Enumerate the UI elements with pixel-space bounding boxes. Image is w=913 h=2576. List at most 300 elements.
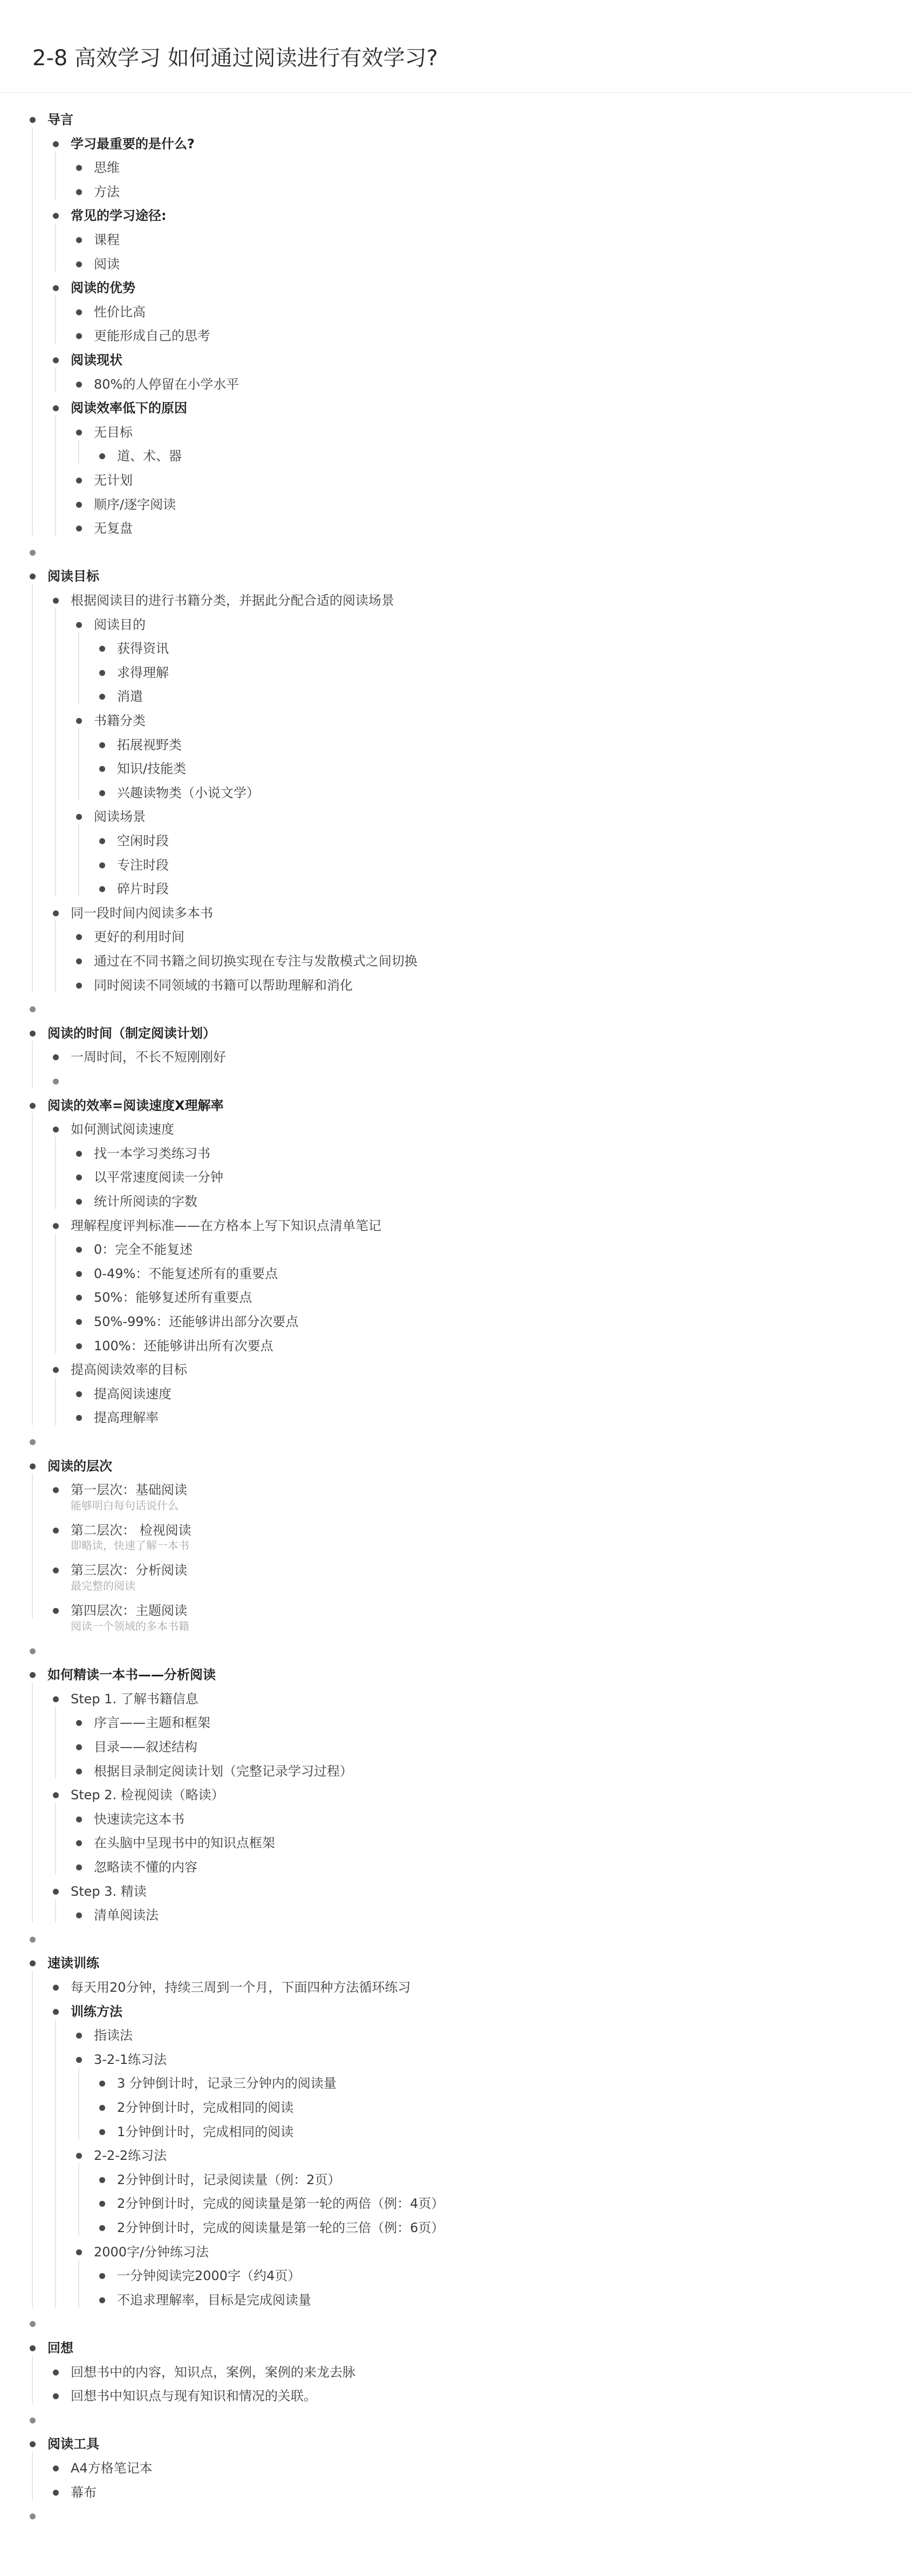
bullet-icon[interactable] — [53, 1487, 59, 1493]
bullet-icon[interactable] — [30, 117, 36, 123]
outline-item[interactable] — [0, 228, 913, 252]
outline-item-text[interactable]: 阅读目的 — [94, 617, 146, 632]
bullet-icon[interactable] — [76, 1744, 82, 1750]
indent-guide — [32, 1041, 33, 1089]
bullet-icon[interactable] — [53, 1567, 59, 1573]
outline-item-text[interactable]: 理解程度评判标准——在方格本上写下知识点清单笔记 — [71, 1218, 381, 1233]
bullet-icon[interactable] — [76, 1343, 82, 1349]
outline-item[interactable] — [0, 444, 913, 468]
outline-item-text[interactable]: 统计所阅读的字数 — [94, 1194, 197, 1209]
outline-item[interactable] — [0, 901, 913, 925]
bullet-icon[interactable] — [30, 2345, 36, 2351]
outline-item-text[interactable]: 空闲时段 — [117, 833, 169, 848]
outline-item[interactable] — [0, 396, 913, 420]
bullet-icon[interactable] — [99, 2177, 105, 2183]
outline-item[interactable] — [0, 1951, 913, 1975]
indent-guide — [78, 824, 79, 896]
bullet-icon[interactable] — [53, 1079, 59, 1085]
bullet-icon[interactable] — [76, 2249, 82, 2255]
outline-item-text[interactable]: 1分钟倒计时，完成相同的阅读 — [117, 2124, 294, 2139]
outline-item[interactable] — [0, 2360, 913, 2384]
bullet-icon[interactable] — [30, 1103, 36, 1109]
bullet-icon[interactable] — [99, 646, 105, 652]
outline-item-text[interactable]: 0-49%：不能复述所有的重要点 — [94, 1266, 278, 1281]
outline-item-text[interactable]: 阅读的时间（制定阅读计划） — [47, 1025, 216, 1041]
outline-item[interactable] — [0, 877, 913, 901]
bullet-icon[interactable] — [53, 1608, 59, 1614]
outline-item-text[interactable]: 第四层次：主题阅读 — [71, 1603, 187, 1618]
outline-item[interactable] — [0, 493, 913, 516]
outline-item[interactable] — [0, 997, 913, 1021]
outline-item-text[interactable]: 快速读完这本书 — [94, 1811, 184, 1827]
outline-item[interactable] — [0, 2456, 913, 2480]
outline-item[interactable] — [0, 2384, 913, 2408]
bullet-icon[interactable] — [30, 2321, 36, 2327]
bullet-icon[interactable] — [76, 814, 82, 820]
outline-item-text[interactable]: 一分钟阅读完2000字（约4页） — [117, 2268, 301, 2284]
outline-item[interactable] — [0, 1069, 913, 1093]
outline-item[interactable] — [0, 1855, 913, 1879]
outline-item[interactable] — [0, 949, 913, 973]
bullet-icon[interactable] — [30, 1006, 36, 1012]
outline-item[interactable] — [0, 324, 913, 348]
bullet-icon[interactable] — [99, 886, 105, 892]
outline-item[interactable] — [0, 661, 913, 685]
outline-item[interactable] — [0, 1783, 913, 1807]
outline-item-text[interactable]: 阅读工具 — [47, 2436, 99, 2452]
outline-item[interactable] — [0, 1663, 913, 1687]
outline-item[interactable] — [0, 2168, 913, 2192]
indent-guide — [55, 223, 56, 271]
outline-item[interactable] — [0, 1430, 913, 1454]
bullet-icon[interactable] — [53, 1985, 59, 1991]
indent-guide — [32, 1682, 33, 1923]
bullet-icon[interactable] — [76, 1271, 82, 1277]
bullet-icon[interactable] — [76, 165, 82, 171]
outline-item[interactable] — [0, 1558, 913, 1582]
outline-item[interactable] — [0, 1903, 913, 1927]
bullet-icon[interactable] — [30, 1960, 36, 1966]
bullet-icon[interactable] — [53, 2370, 59, 2375]
outline-item-text[interactable]: 知识/技能类 — [117, 761, 187, 777]
outline-item-text[interactable]: 消遣 — [117, 689, 143, 705]
outline-item[interactable] — [0, 276, 913, 300]
bullet-icon[interactable] — [30, 2513, 36, 2519]
bullet-icon[interactable] — [76, 1391, 82, 1397]
bullet-icon[interactable] — [53, 1696, 59, 1702]
indent-guide — [55, 1707, 56, 1779]
bullet-icon[interactable] — [76, 718, 82, 724]
outline-item[interactable] — [0, 468, 913, 492]
outline-item-text[interactable]: 拓展视野类 — [117, 737, 182, 752]
bullet-icon[interactable] — [53, 357, 59, 363]
indent-guide — [32, 2451, 33, 2499]
outline-item[interactable] — [0, 541, 913, 564]
outline-item-text[interactable]: 速读训练 — [47, 1956, 99, 1971]
outline-item-text[interactable]: 100%：还能够讲出所有次要点 — [94, 1338, 273, 1353]
outline-item-text[interactable]: 提高阅读速度 — [94, 1386, 171, 1401]
outline-item[interactable] — [0, 757, 913, 781]
bullet-icon[interactable] — [99, 742, 105, 748]
outline-item-text[interactable]: 无目标 — [94, 424, 133, 440]
outline-item-text[interactable]: 2分钟倒计时，完成相同的阅读 — [117, 2100, 294, 2115]
outline-item[interactable] — [0, 420, 913, 444]
outline-item[interactable] — [0, 1454, 913, 1478]
outline-item[interactable] — [0, 2023, 913, 2047]
bullet-icon[interactable] — [76, 2153, 82, 2159]
outline-item-text[interactable]: 兴趣读物类（小说文学） — [117, 785, 259, 800]
bullet-icon[interactable] — [30, 1937, 36, 1943]
outline-item-text[interactable]: 第三层次：分析阅读 — [71, 1563, 187, 1578]
outline-item-text[interactable]: 根据目录制定阅读计划（完整记录学习过程） — [94, 1763, 353, 1779]
bullet-icon[interactable] — [53, 910, 59, 916]
outline-item[interactable] — [0, 1262, 913, 1286]
outline-item-text[interactable]: 阅读现状 — [71, 353, 122, 368]
outline-item-text[interactable]: 0：完全不能复述 — [94, 1242, 193, 1258]
bullet-icon[interactable] — [53, 598, 59, 604]
outline-item-text[interactable]: Step 2. 检视阅读（略读） — [71, 1787, 224, 1803]
outline-item[interactable] — [0, 2432, 913, 2456]
outline-item-text[interactable]: 阅读场景 — [94, 809, 146, 825]
outline-item[interactable] — [0, 2504, 913, 2528]
outline-item[interactable] — [0, 829, 913, 853]
bullet-icon[interactable] — [76, 1864, 82, 1870]
outline-item[interactable] — [0, 1310, 913, 1334]
outline-item[interactable] — [0, 925, 913, 949]
bullet-icon[interactable] — [53, 1127, 59, 1132]
bullet-icon[interactable] — [76, 333, 82, 339]
bullet-icon[interactable] — [53, 141, 59, 147]
bullet-icon[interactable] — [30, 1648, 36, 1654]
outline-item-text[interactable]: 目录——叙述结构 — [94, 1739, 197, 1755]
indent-guide — [32, 584, 33, 992]
bullet-icon[interactable] — [76, 1175, 82, 1180]
outline-item-text[interactable]: 常见的学习途径: — [71, 208, 167, 224]
outline-item-text[interactable]: 指读法 — [94, 2028, 133, 2043]
indent-guide — [78, 440, 79, 464]
outline-item-text[interactable]: 道、术、器 — [117, 448, 182, 464]
outline-item[interactable] — [0, 2288, 913, 2312]
bullet-icon[interactable] — [30, 574, 36, 579]
outline-item-text[interactable]: 书籍分类 — [94, 713, 146, 728]
bullet-icon[interactable] — [76, 1151, 82, 1157]
outline-item-note: 阅读一个领域的多本书籍 — [71, 1619, 189, 1633]
bullet-icon[interactable] — [99, 2297, 105, 2303]
indent-guide — [55, 1377, 56, 1425]
outline-item-text[interactable]: 80%的人停留在小学水平 — [94, 376, 239, 392]
bullet-icon[interactable] — [53, 2009, 59, 2015]
outline-item[interactable] — [0, 1831, 913, 1855]
outline-item[interactable] — [0, 589, 913, 612]
outline-item-text[interactable]: 如何测试阅读速度 — [71, 1122, 174, 1137]
outline-item[interactable] — [0, 252, 913, 276]
outline-item[interactable] — [0, 2000, 913, 2023]
bullet-icon[interactable] — [99, 2225, 105, 2231]
bullet-icon[interactable] — [76, 526, 82, 531]
outline-item-text[interactable]: 在头脑中呈现书中的知识点框架 — [94, 1835, 275, 1851]
bullet-icon[interactable] — [76, 958, 82, 964]
bullet-icon[interactable] — [76, 1415, 82, 1421]
indent-guide — [55, 921, 56, 993]
outline-item-text[interactable]: Step 1. 了解书籍信息 — [71, 1691, 198, 1707]
outline-item[interactable] — [0, 1214, 913, 1238]
outline-item[interactable] — [0, 805, 913, 828]
outline-item-text[interactable]: 更能形成自己的思考 — [94, 328, 210, 344]
outline-item-text[interactable]: 更好的利用时间 — [94, 929, 184, 945]
bullet-icon[interactable] — [99, 670, 105, 676]
bullet-icon[interactable] — [30, 550, 36, 556]
outline-item[interactable] — [0, 1687, 913, 1711]
bullet-icon[interactable] — [76, 382, 82, 388]
outline-item[interactable] — [0, 2048, 913, 2071]
bullet-icon[interactable] — [30, 1031, 36, 1037]
outline-item-text[interactable]: 2分钟倒计时，记录阅读量（例：2页） — [117, 2172, 341, 2187]
bullet-icon[interactable] — [30, 1672, 36, 1678]
bullet-icon[interactable] — [53, 2393, 59, 2399]
outline-item[interactable] — [0, 1406, 913, 1429]
outline-item[interactable] — [0, 2216, 913, 2240]
indent-guide — [78, 728, 79, 800]
indent-guide — [32, 1113, 33, 1426]
outline-item[interactable] — [0, 973, 913, 997]
outline-item-text[interactable]: 幕布 — [71, 2484, 97, 2500]
outline-item[interactable] — [0, 108, 913, 132]
outline-item-text[interactable]: 找一本学习类练习书 — [94, 1145, 210, 1161]
outline-item[interactable] — [0, 781, 913, 805]
outline-item-text[interactable]: 顺序/逐字阅读 — [94, 496, 176, 512]
bullet-icon[interactable] — [99, 2273, 105, 2279]
bullet-icon[interactable] — [99, 838, 105, 844]
outline-item[interactable] — [0, 2240, 913, 2264]
outline-item[interactable] — [0, 2408, 913, 2432]
outline-item-text[interactable]: 忽略读不懂的内容 — [94, 1860, 197, 1875]
bullet-icon[interactable] — [76, 1817, 82, 1822]
bullet-icon[interactable] — [76, 1319, 82, 1325]
outline-item-text[interactable]: 性价比高 — [94, 304, 146, 320]
bullet-icon[interactable] — [53, 285, 59, 291]
bullet-icon[interactable] — [53, 405, 59, 411]
outline-item-text[interactable]: 通过在不同书籍之间切换实现在专注与发散模式之间切换 — [94, 954, 417, 969]
bullet-icon[interactable] — [99, 453, 105, 459]
bullet-icon[interactable] — [53, 1054, 59, 1060]
outline-item-text[interactable]: 每天用20分钟，持续三周到一个月，下面四种方法循环练习 — [71, 1980, 411, 1995]
outline-item-text[interactable]: 第一层次：基础阅读 — [71, 1482, 187, 1498]
bullet-icon[interactable] — [76, 1295, 82, 1301]
outline-item[interactable] — [0, 2336, 913, 2360]
bullet-icon[interactable] — [53, 1367, 59, 1373]
bullet-icon[interactable] — [76, 2033, 82, 2039]
bullet-icon[interactable] — [99, 2201, 105, 2207]
outline-item[interactable] — [0, 1045, 913, 1069]
bullet-icon[interactable] — [76, 1247, 82, 1253]
outline-item-text[interactable]: 碎片时段 — [117, 881, 169, 897]
outline-item-text[interactable]: 阅读的效率=阅读速度X理解率 — [47, 1097, 224, 1113]
bullet-icon[interactable] — [53, 1528, 59, 1534]
bullet-icon[interactable] — [99, 2081, 105, 2087]
outline-item[interactable] — [0, 1117, 913, 1141]
outline-item[interactable] — [0, 613, 913, 637]
outline-item[interactable] — [0, 2096, 913, 2119]
bullet-icon[interactable] — [53, 2465, 59, 2471]
outline-item[interactable] — [0, 637, 913, 660]
bullet-icon[interactable] — [76, 189, 82, 195]
bullet-icon[interactable] — [76, 1912, 82, 1918]
outline-item-text[interactable]: 方法 — [94, 184, 120, 199]
outline-item[interactable] — [0, 1165, 913, 1189]
bullet-icon[interactable] — [30, 1463, 36, 1469]
outline-item-text[interactable]: 如何精读一本书——分析阅读 — [47, 1667, 216, 1683]
outline-item[interactable] — [0, 2312, 913, 2336]
outline-item[interactable] — [0, 300, 913, 324]
outline-item[interactable] — [0, 372, 913, 396]
outline-item-text[interactable]: 课程 — [94, 232, 120, 247]
outline-item-text[interactable]: 专注时段 — [117, 857, 169, 873]
outline-item-text[interactable]: 以平常速度阅读一分钟 — [94, 1170, 223, 1185]
outline-item[interactable] — [0, 1334, 913, 1358]
bullet-icon[interactable] — [76, 1720, 82, 1726]
indent-guide — [55, 1233, 56, 1353]
outline-item-text[interactable]: 训练方法 — [71, 2004, 122, 2019]
outline-item-text[interactable]: 提高理解率 — [94, 1410, 159, 1426]
outline-item[interactable] — [0, 516, 913, 540]
bullet-icon[interactable] — [76, 1769, 82, 1774]
bullet-icon[interactable] — [76, 934, 82, 940]
outline-item[interactable] — [0, 2264, 913, 2288]
bullet-icon[interactable] — [76, 502, 82, 508]
bullet-icon[interactable] — [53, 1889, 59, 1895]
outline-item[interactable] — [0, 1358, 913, 1382]
outline-item[interactable] — [0, 733, 913, 757]
outline-item-text[interactable]: 清单阅读法 — [94, 1908, 159, 1923]
bullet-icon[interactable] — [53, 1223, 59, 1229]
outline-item[interactable] — [0, 2071, 913, 2095]
outline-item-text[interactable]: 2分钟倒计时，完成的阅读量是第一轮的三倍（例：6页） — [117, 2220, 444, 2235]
outline-item[interactable] — [0, 2120, 913, 2144]
outline-item-text[interactable]: 2分钟倒计时，完成的阅读量是第一轮的两倍（例：4页） — [117, 2196, 444, 2212]
indent-guide — [55, 608, 56, 896]
bullet-icon[interactable] — [99, 2105, 105, 2111]
bullet-icon[interactable] — [76, 622, 82, 628]
bullet-icon[interactable] — [76, 2057, 82, 2063]
outline-item[interactable] — [0, 1382, 913, 1406]
outline-item-text[interactable]: 50%-99%：还能够讲出部分次要点 — [94, 1314, 299, 1329]
outline-item-text[interactable]: 第二层次： 检视阅读 — [71, 1522, 191, 1538]
outline-item[interactable] — [0, 1094, 913, 1117]
outline-item[interactable] — [0, 1286, 913, 1309]
outline-item-text[interactable]: 阅读 — [94, 256, 120, 272]
outline-item-text[interactable]: 获得资讯 — [117, 641, 169, 657]
outline-item-text[interactable]: 学习最重要的是什么? — [71, 136, 195, 151]
outline-item-text[interactable]: 回想 — [47, 2340, 73, 2356]
outline-item-text[interactable]: 3 分钟倒计时，记录三分钟内的阅读量 — [117, 2076, 337, 2091]
outline-item-text[interactable]: 阅读目标 — [47, 569, 99, 584]
outline-item[interactable] — [0, 1976, 913, 1999]
outline-item[interactable] — [0, 685, 913, 708]
indent-guide — [78, 2260, 79, 2308]
outline-item-text[interactable]: 50%：能够复述所有重要点 — [94, 1290, 252, 1306]
outline-item-text[interactable]: 阅读的层次 — [47, 1458, 112, 1474]
outline-item[interactable] — [0, 156, 913, 179]
outline-item[interactable] — [0, 1928, 913, 1951]
outline-item-text[interactable]: 不追求理解率，目标是完成阅读量 — [117, 2292, 311, 2308]
bullet-icon[interactable] — [76, 309, 82, 315]
bullet-icon[interactable] — [76, 237, 82, 243]
outline-item[interactable] — [0, 2481, 913, 2504]
outline-item-text[interactable]: 2000字/分钟练习法 — [94, 2244, 209, 2260]
outline-item[interactable] — [0, 204, 913, 227]
bullet-icon[interactable] — [76, 1199, 82, 1205]
outline-item-text[interactable]: 同时阅读不同领域的书籍可以帮助理解和消化 — [94, 977, 353, 993]
bullet-icon[interactable] — [53, 1792, 59, 1798]
bullet-icon[interactable] — [53, 213, 59, 219]
outline-item-text[interactable]: 阅读的优势 — [71, 280, 135, 296]
outline-item-text[interactable]: 无复盘 — [94, 521, 133, 536]
outline-item-text[interactable]: 回想书中知识点与现有知识和情况的关联。 — [71, 2388, 317, 2404]
outline-item[interactable] — [0, 132, 913, 156]
outline-item-text[interactable]: 3-2-1练习法 — [94, 2052, 167, 2067]
bullet-icon[interactable] — [99, 862, 105, 868]
outline-item-text[interactable]: 根据阅读目的进行书籍分类，并据此分配合适的阅读场景 — [71, 593, 394, 608]
outline-item[interactable] — [0, 1807, 913, 1831]
bullet-icon[interactable] — [76, 1840, 82, 1846]
bullet-icon[interactable] — [76, 261, 82, 267]
outline-item[interactable] — [0, 2144, 913, 2167]
bullet-icon[interactable] — [30, 1439, 36, 1445]
outline-item-text[interactable]: A4方格笔记本 — [71, 2461, 153, 2476]
indent-guide — [78, 632, 79, 705]
outline-item-note: 即略读，快速了解一本书 — [71, 1539, 189, 1552]
outline-item[interactable] — [0, 1880, 913, 1903]
outline-item-text[interactable]: 求得理解 — [117, 665, 169, 680]
outline-item[interactable] — [0, 180, 913, 204]
outline-item-text[interactable]: Step 3. 精读 — [71, 1883, 147, 1899]
outline-item-text[interactable]: 回想书中的内容，知识点，案例，案例的来龙去脉 — [71, 2364, 355, 2380]
outline-item[interactable] — [0, 853, 913, 877]
outline-item-text[interactable]: 导言 — [47, 112, 73, 127]
bullet-icon[interactable] — [53, 2490, 59, 2496]
outline-item[interactable] — [0, 1190, 913, 1213]
bullet-icon[interactable] — [99, 790, 105, 796]
outline-item-text[interactable]: 2-2-2练习法 — [94, 2148, 167, 2164]
bullet-icon[interactable] — [99, 2129, 105, 2135]
bullet-icon[interactable] — [30, 2441, 36, 2447]
outline-item[interactable] — [0, 709, 913, 733]
outline-item[interactable] — [0, 1142, 913, 1165]
bullet-icon[interactable] — [76, 983, 82, 989]
bullet-icon[interactable] — [30, 2418, 36, 2423]
outline-item-text[interactable]: 提高阅读效率的目标 — [71, 1362, 187, 1378]
bullet-icon[interactable] — [99, 694, 105, 700]
outline-item-text[interactable]: 思维 — [94, 160, 120, 176]
outline-item[interactable] — [0, 348, 913, 372]
outline-item[interactable] — [0, 1759, 913, 1783]
outline-item[interactable] — [0, 1021, 913, 1045]
outline-item-text[interactable]: 阅读效率低下的原因 — [71, 400, 187, 416]
outline-item[interactable] — [0, 1711, 913, 1735]
bullet-icon[interactable] — [76, 430, 82, 436]
outline-item-text[interactable]: 一周时间，不长不短刚刚好 — [71, 1049, 226, 1065]
bullet-icon[interactable] — [99, 766, 105, 772]
outline-item[interactable] — [0, 1639, 913, 1663]
outline-item-text[interactable]: 序言——主题和框架 — [94, 1715, 210, 1731]
outline-item[interactable] — [0, 2192, 913, 2215]
outline-item[interactable] — [0, 1735, 913, 1759]
outline-item-text[interactable]: 同一段时间内阅读多本书 — [71, 905, 213, 921]
outline-item[interactable] — [0, 564, 913, 588]
bullet-icon[interactable] — [76, 478, 82, 484]
outline-item[interactable] — [0, 1238, 913, 1261]
outline-item-text[interactable]: 无计划 — [94, 473, 133, 488]
